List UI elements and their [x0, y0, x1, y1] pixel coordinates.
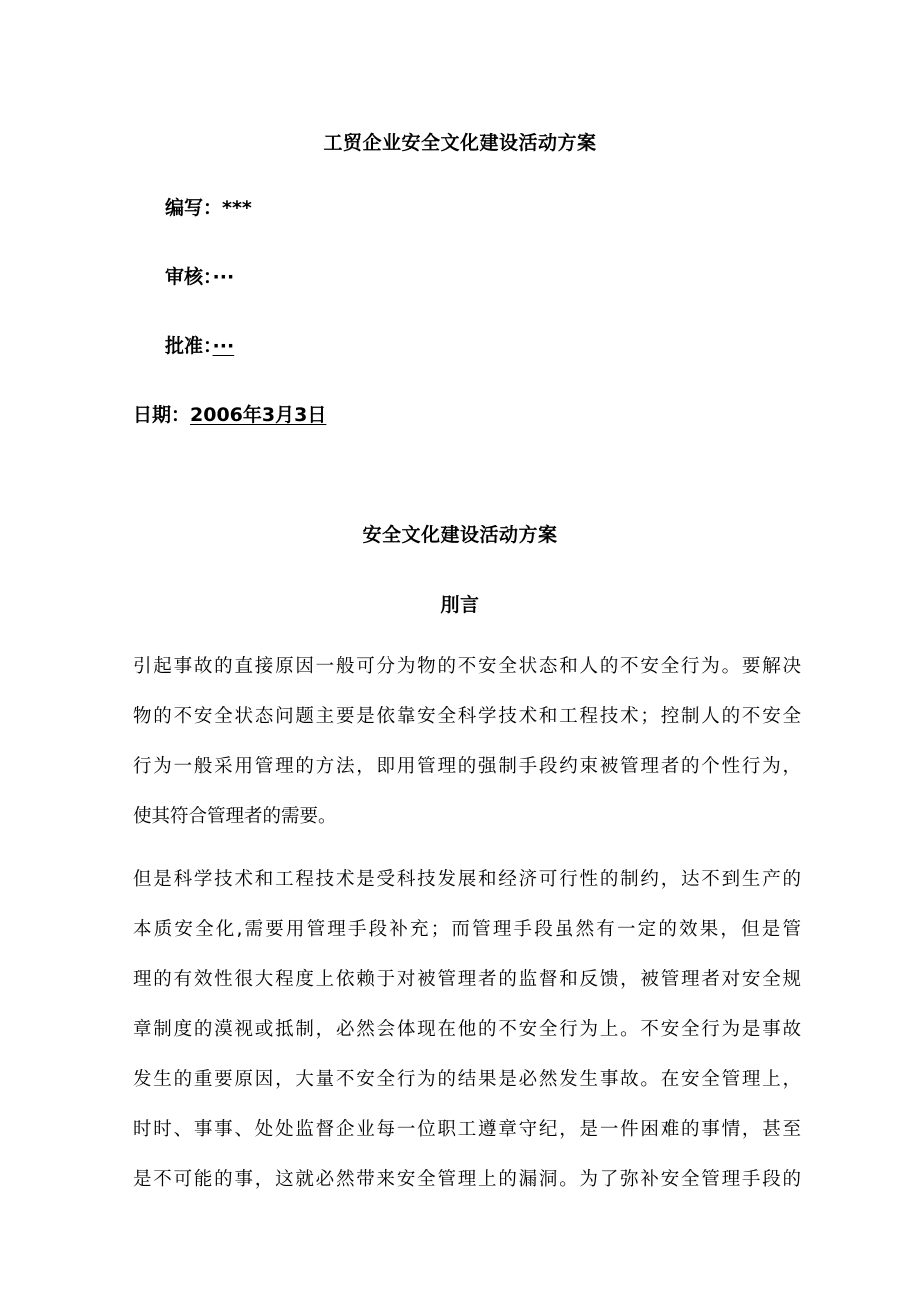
reviewer-label: 审核：: [165, 266, 213, 288]
paragraph-line: 使其符合管理者的需要。: [133, 806, 337, 827]
paragraph-line: 但是科学技术和工程技术是受科技发展和经济可行性的制约，达不到生产的: [133, 869, 801, 890]
approver-line: [165, 331, 234, 358]
paragraph-line: 是不可能的事，这就必然带来安全管理上的漏洞。为了弥补安全管理手段的: [133, 1169, 801, 1190]
paragraph-line: 发生的重要原因，大量不安全行为的结果是必然发生事故。在安全管理上，: [133, 1069, 801, 1090]
paragraph-line: 行为一般采用管理的方法，即用管理的强制手段约束被管理者的个性行为，: [133, 756, 801, 777]
paragraph-line: 物的不安全状态问题主要是依靠安全科学技术和工程技术；控制人的不安全: [133, 706, 801, 727]
author-label: 编写：: [165, 197, 223, 219]
paragraph-line: 理的有效性很大程度上依赖于对被管理者的监督和反馈，被管理者对安全规: [133, 969, 801, 990]
paragraph-line: 时时、事事、处处监督企业每一位职工遵章守纪，是一件困难的事情，甚至: [133, 1119, 801, 1140]
approver-label: 批准：: [165, 335, 213, 357]
author-value: ***: [222, 197, 252, 219]
document-title: 安全文化建设活动方案: [362, 524, 558, 546]
date-line: [133, 400, 326, 427]
paragraph-line: 章制度的漠视或抵制，必然会体现在他的不安全行为上。不安全行为是事故: [133, 1019, 801, 1040]
cover-title: 工贸企业安全文化建设活动方案: [323, 132, 597, 154]
approver-value: ···: [212, 335, 235, 357]
paragraph-line: 本质安全化,需要用管理手段补充；而管理手段虽然有一定的效果，但是管: [133, 919, 801, 940]
author-line: [165, 193, 252, 220]
date-value: 2006年3月3日: [190, 404, 327, 426]
reviewer-value: ···: [212, 266, 235, 288]
paragraph-line: 引起事故的直接原因一般可分为物的不安全状态和人的不安全行为。要解决: [133, 656, 801, 677]
reviewer-line: [165, 262, 234, 289]
section-heading: 刖言: [440, 594, 480, 616]
date-label: 日期：: [133, 404, 191, 426]
